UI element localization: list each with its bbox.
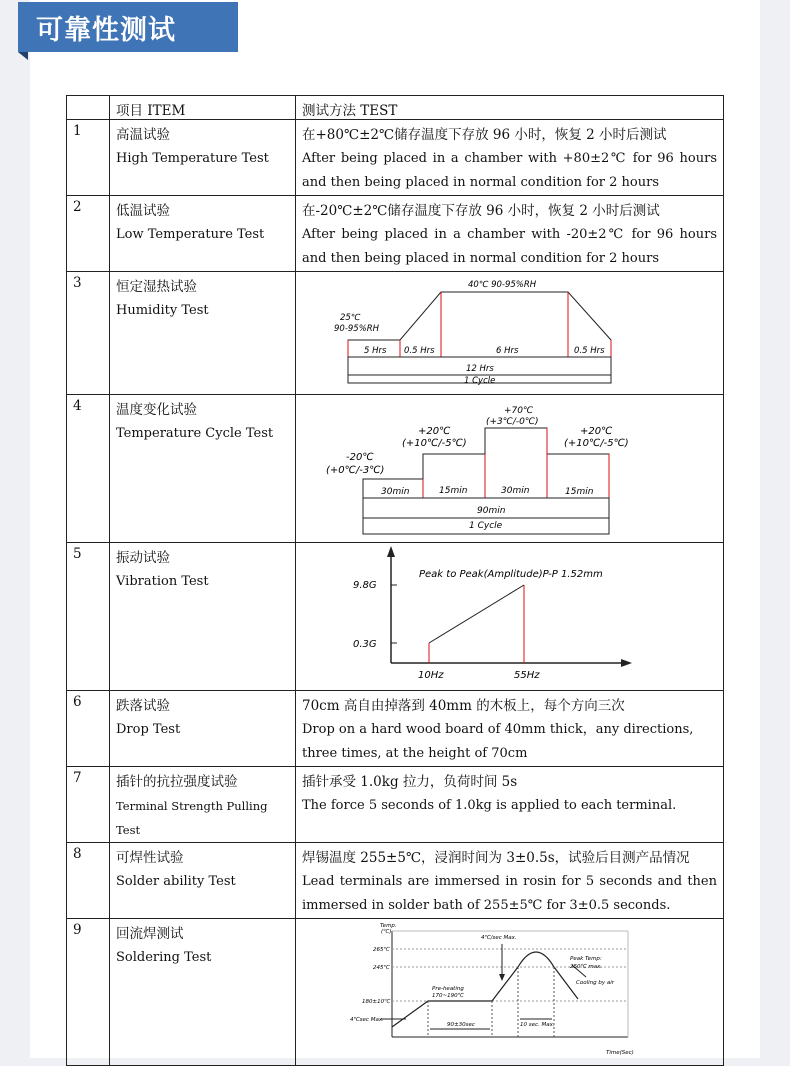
reflow-profile-curve bbox=[392, 952, 578, 1027]
header-test: 测试方法 TEST bbox=[296, 96, 724, 120]
temp-high-tol: (+3℃/-0℃) bbox=[486, 417, 539, 427]
method-en: Drop on a hard wood board of 40mm thick，any directions, three times, at the height of 70cm bbox=[302, 722, 694, 761]
vibration-diagram bbox=[296, 543, 737, 686]
temp-segment: 30min bbox=[381, 487, 410, 497]
header-item: 项目 ITEM bbox=[110, 96, 296, 120]
reflow-peak-label: Peak Temp: bbox=[570, 956, 602, 962]
table-row bbox=[67, 120, 724, 196]
humidity-start-rh: 90-95%RH bbox=[334, 324, 380, 334]
item-zh: 高温试验 bbox=[116, 127, 170, 143]
header-no-cell bbox=[67, 96, 110, 120]
humidity-total: 12 Hrs bbox=[466, 364, 494, 374]
humidity-cycle: 1 Cycle bbox=[464, 376, 496, 386]
reliability-table bbox=[66, 95, 724, 1066]
temperature-cycle-diagram bbox=[296, 395, 737, 538]
table-row bbox=[67, 395, 724, 543]
item-zh: 可焊性试验 bbox=[116, 850, 184, 866]
row-number: 8 bbox=[67, 843, 110, 919]
method-zh: 在+80℃±2℃储存温度下存放 96 小时，恢复 2 小时后测试 bbox=[302, 127, 667, 143]
reflow-preheat: Pre-heating bbox=[432, 986, 464, 992]
humidity-segment: 0.5 Hrs bbox=[574, 346, 605, 356]
reflow-t180: 180±10℃ bbox=[362, 999, 391, 1005]
vibration-slope bbox=[429, 585, 524, 643]
item-zh: 回流焊测试 bbox=[116, 926, 184, 942]
temp-total: 90min bbox=[477, 506, 506, 516]
reflow-ramp-low: 4℃sec Max. bbox=[350, 1017, 384, 1023]
method-en: Lead terminals are immersed in rosin for 5 seconds and then immersed in solder bath of 255±5℃ for 3±0.5 seconds. bbox=[302, 874, 717, 913]
item-zh: 插针的抗拉强度试验 bbox=[116, 774, 238, 790]
item-en: Terminal Strength Pulling Test bbox=[116, 799, 268, 837]
temp-segment: 15min bbox=[439, 486, 468, 496]
reflow-y-unit: (℃) bbox=[381, 929, 392, 935]
temp-mid: +20℃ bbox=[418, 426, 451, 437]
reflow-t265: 265℃ bbox=[373, 947, 390, 953]
table-row bbox=[67, 691, 724, 767]
reflow-preheat-duration: 90±30sec bbox=[447, 1022, 475, 1028]
reflow-ramp-top: 4℃/sec Max. bbox=[481, 935, 517, 941]
reflow-y-axis-label: Temp. bbox=[380, 923, 397, 929]
item-en: Vibration Test bbox=[116, 574, 209, 589]
humidity-profile-line bbox=[348, 292, 611, 357]
row-number: 2 bbox=[67, 196, 110, 272]
page-title: 可靠性测试 bbox=[36, 15, 176, 46]
vibration-x-low: 10Hz bbox=[418, 670, 444, 681]
reflow-cooling: Cooling by air bbox=[576, 980, 615, 986]
row-number: 1 bbox=[67, 120, 110, 196]
vibration-y-low: 0.3G bbox=[353, 639, 377, 650]
temp-high: +70℃ bbox=[504, 406, 534, 416]
row-number: 9 bbox=[67, 919, 110, 1066]
humidity-cycle-diagram bbox=[296, 272, 737, 390]
item-en: Soldering Test bbox=[116, 950, 212, 965]
humidity-start-temp: 25℃ bbox=[340, 313, 361, 323]
table-row bbox=[67, 196, 724, 272]
method-zh: 插针承受 1.0kg 拉力，负荷时间 5s bbox=[302, 774, 518, 790]
method-en: After being placed in a chamber with -20±2℃ for 96 hours and then being placed in normal condition for 2 hours bbox=[302, 227, 717, 266]
vibration-y-high: 9.8G bbox=[353, 580, 377, 591]
item-zh: 跌落试验 bbox=[116, 698, 170, 714]
reflow-peak-duration: 10 sec. Max. bbox=[520, 1022, 555, 1028]
temp-low-tol: (+0℃/-3℃) bbox=[326, 465, 385, 476]
vibration-x-arrow bbox=[621, 659, 632, 667]
method-zh: 在-20℃±2℃储存温度下存放 96 小时，恢复 2 小时后测试 bbox=[302, 203, 660, 219]
humidity-segment: 5 Hrs bbox=[364, 346, 387, 356]
row-number: 7 bbox=[67, 767, 110, 843]
vibration-x-high: 55Hz bbox=[514, 670, 540, 681]
row-number: 6 bbox=[67, 691, 110, 767]
reflow-profile-diagram bbox=[296, 919, 737, 1061]
temp-segment: 15min bbox=[565, 487, 594, 497]
method-en: The force 5 seconds of 1.0kg is applied to each terminal. bbox=[302, 798, 677, 813]
method-zh: 70cm 高自由掉落到 40mm 的木板上，每个方向三次 bbox=[302, 698, 625, 714]
temp-mid-2: +20℃ bbox=[580, 426, 613, 437]
reflow-x-axis-label: Time(Sec) bbox=[606, 1050, 634, 1056]
temp-low: -20℃ bbox=[346, 452, 374, 463]
item-en: High Temperature Test bbox=[116, 151, 269, 166]
humidity-segment: 0.5 Hrs bbox=[404, 346, 435, 356]
humidity-top-label: 40℃ 90-95%RH bbox=[468, 280, 537, 290]
temp-cycle: 1 Cycle bbox=[469, 521, 503, 531]
row-number: 3 bbox=[67, 272, 110, 395]
table-row bbox=[67, 767, 724, 843]
item-zh: 低温试验 bbox=[116, 203, 170, 219]
item-en: Humidity Test bbox=[116, 303, 209, 318]
temp-segment: 30min bbox=[501, 486, 530, 496]
reflow-t245: 245℃ bbox=[373, 965, 390, 971]
row-number: 4 bbox=[67, 395, 110, 543]
table-row bbox=[67, 543, 724, 691]
item-zh: 温度变化试验 bbox=[116, 402, 197, 418]
humidity-segment: 6 Hrs bbox=[496, 346, 519, 356]
title-banner-fold bbox=[18, 52, 28, 60]
row-number: 5 bbox=[67, 543, 110, 691]
table-header-row bbox=[67, 96, 724, 120]
item-zh: 恒定湿热试验 bbox=[116, 279, 197, 295]
reflow-preheat-range: 170~190℃ bbox=[432, 993, 464, 999]
method-en: After being placed in a chamber with +80±2℃ for 96 hours and then being placed in normal condition for 2 hours bbox=[302, 151, 717, 190]
reflow-ramp-arrowhead bbox=[499, 974, 505, 981]
temp-mid-tol: (+10℃/-5℃) bbox=[402, 438, 467, 449]
vibration-caption: Peak to Peak(Amplitude)P-P 1.52mm bbox=[419, 569, 603, 580]
table-row bbox=[67, 843, 724, 919]
item-en: Temperature Cycle Test bbox=[116, 426, 274, 441]
item-en: Low Temperature Test bbox=[116, 227, 265, 242]
temp-mid-tol-2: (+10℃/-5℃) bbox=[564, 438, 629, 449]
reflow-peak-value: 250℃ max. bbox=[570, 964, 603, 970]
method-zh: 焊锡温度 255±5℃，浸润时间为 3±0.5s，试验后目测产品情况 bbox=[302, 850, 690, 866]
item-zh: 振动试验 bbox=[116, 550, 170, 566]
item-en: Solder ability Test bbox=[116, 874, 236, 889]
table-row bbox=[67, 919, 724, 1066]
vibration-y-arrow bbox=[387, 546, 395, 557]
item-en: Drop Test bbox=[116, 722, 181, 737]
table-row bbox=[67, 272, 724, 395]
